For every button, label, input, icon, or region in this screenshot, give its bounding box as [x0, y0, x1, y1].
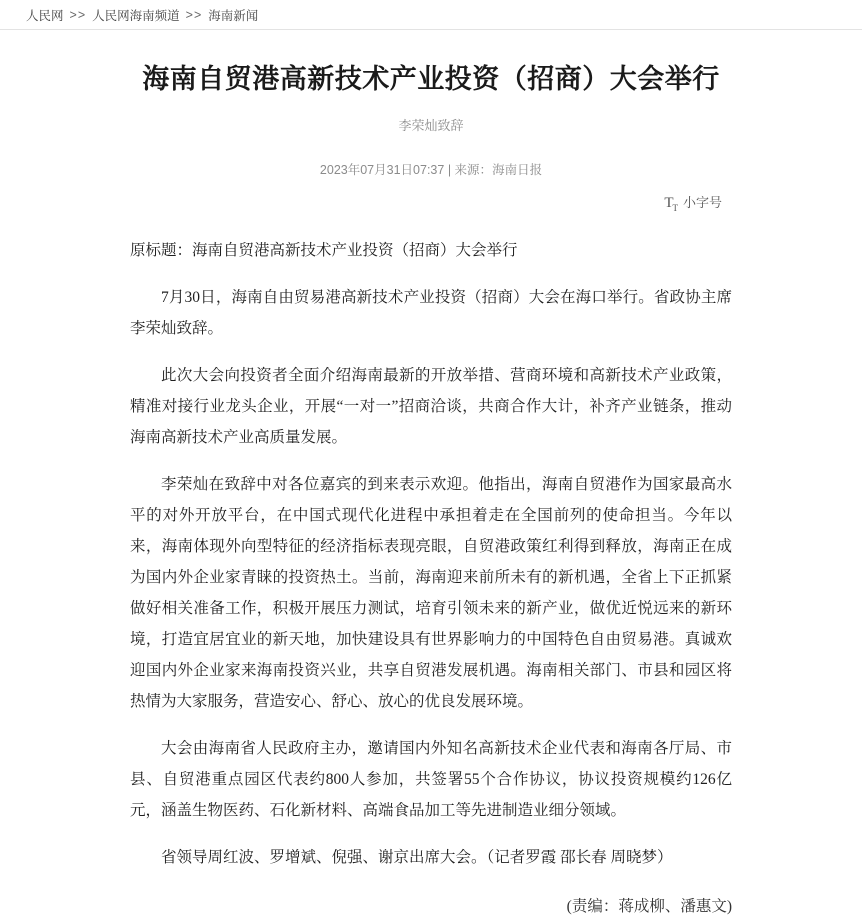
article-body	[130, 235, 732, 922]
article-paragraph: 李荣灿在致辞中对各位嘉宾的到来表示欢迎。他指出，海南自贸港作为国家最高水平的对外开放平台，在中国式现代化进程中承担着走在全国前列的使命担当。今年以来，海南体现外向型特征的经济指标表现亮眼，自贸港政策红利得到释放，海南正在成为国内外企业家青睐的投资热土。当前，海南迎来前所未有的新机遇，全省上下正抓紧做好相关准备工作，积极开展压力测试，培育引领未来的新产业，做优近悦远来的新环境，打造宜居宜业的新天地，加快建设具有世界影响力的中国特色自由贸易港。真诚欢迎国内外企业家来海南投资兴业，共享自贸港发展机遇。海南相关部门、市县和园区将热情为大家服务，营造安心、舒心、放心的优良发展环境。	[130, 476, 732, 711]
font-size-label: 小字号	[682, 195, 722, 211]
article-meta	[130, 160, 732, 178]
breadcrumb-item-home[interactable]: 人民网	[26, 8, 64, 23]
article-subtitle: 李荣灿致辞	[398, 118, 464, 134]
original-title-label: 原标题：	[130, 242, 193, 260]
article-container	[0, 60, 862, 922]
original-title-line	[130, 235, 732, 266]
source-name[interactable]: 海南日报	[492, 163, 543, 178]
font-size-glyph-sub: T	[672, 203, 677, 214]
editor-note: (责编：蒋成柳、潘惠文)	[566, 898, 732, 916]
article-paragraph: 此次大会向投资者全面介绍海南最新的开放举措、营商环境和高新技术产业政策，精准对接行业龙头企业，开展“一对一”招商洽谈，共商合作大计，补齐产业链条，推动海南高新技术产业高质量发展。	[130, 367, 732, 447]
article-paragraph: 大会由海南省人民政府主办，邀请国内外知名高新技术企业代表和海南各厅局、市县、自贸港重点园区代表约800人参加，共签署55个合作协议，协议投资规模约126亿元，涵盖生物医药、石化新材料、高端食品加工等先进制造业细分领域。	[130, 740, 732, 820]
font-size-icon	[664, 195, 677, 213]
publish-date: 2023年07月31日07:37	[319, 163, 445, 178]
breadcrumb-separator: >>	[69, 7, 87, 22]
font-size-toggle-button[interactable]	[664, 192, 722, 213]
breadcrumb-item-channel[interactable]: 人民网海南频道	[92, 8, 180, 23]
source-label: 来源：	[454, 163, 493, 178]
fontsize-bar	[130, 192, 732, 213]
page-title: 海南自贸港高新技术产业投资（招商）大会举行	[142, 64, 720, 94]
breadcrumb	[0, 0, 862, 30]
font-size-glyph-main: T	[664, 195, 673, 212]
original-title-text: 海南自贸港高新技术产业投资（招商）大会举行	[192, 242, 518, 260]
breadcrumb-separator: >>	[185, 7, 203, 22]
article-paragraph: 省领导周红波、罗增斌、倪强、谢京出席大会。（记者罗霞 邵长春 周晓梦）	[161, 849, 673, 867]
article-paragraph: 7月30日，海南自由贸易港高新技术产业投资（招商）大会在海口举行。省政协主席李荣灿致辞。	[130, 289, 732, 338]
breadcrumb-item-section[interactable]: 海南新闻	[208, 8, 259, 23]
meta-separator: |	[447, 163, 452, 178]
